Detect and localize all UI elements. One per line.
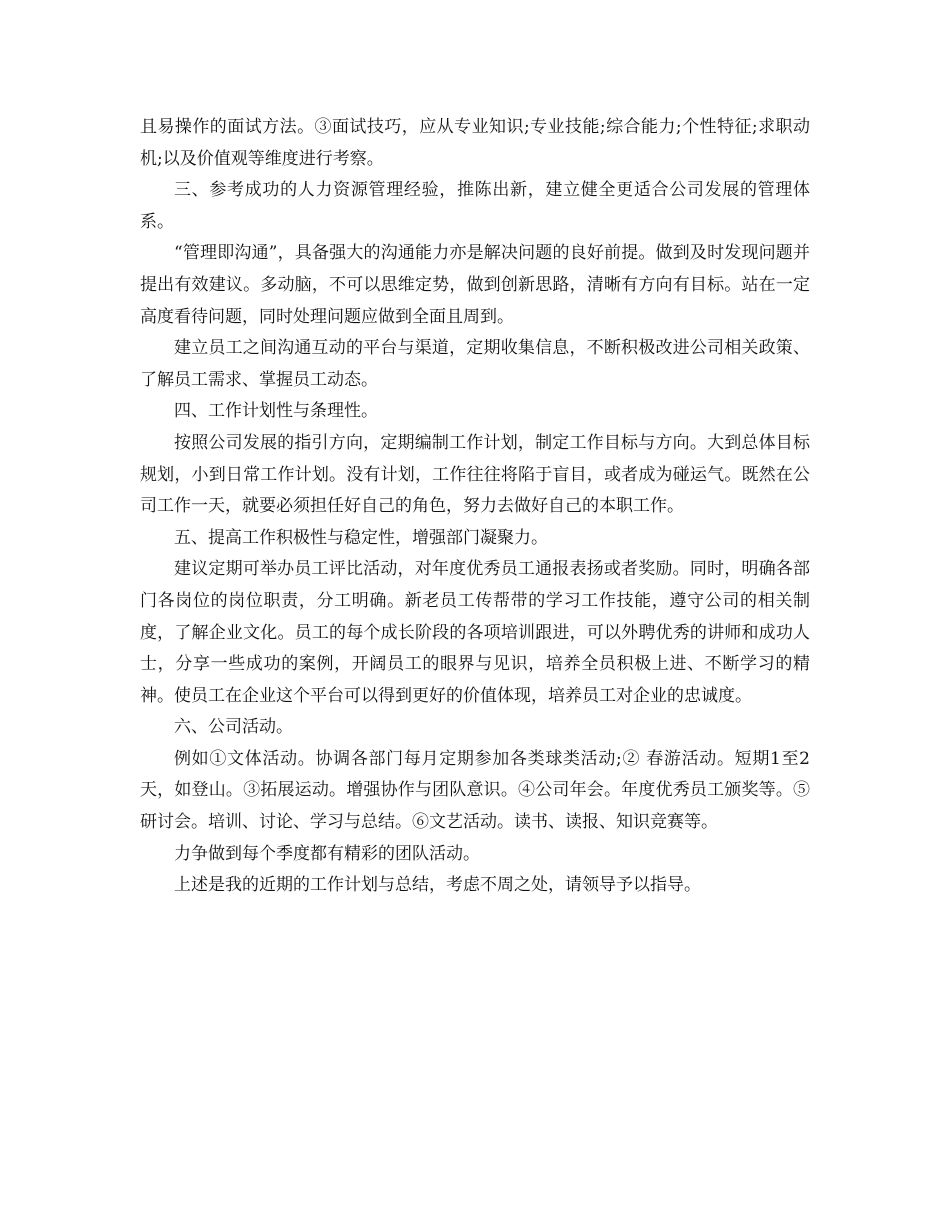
paragraph: 建议定期可举办员工评比活动，对年度优秀员工通报表扬或者奖励。同时，明确各部门各岗位的岗位职责，分工明确。新老员工传帮带的学习工作技能，遵守公司的相关制度，了解企业文化。员工的每个成长阶段的各项培训跟进，可以外聘优秀的讲师和成功人士，分享一些成功的案例，开阔员工的眼界与见识，培养全员积极上进、不断学习的精神。使员工在企业这个平台可以得到更好的价值体现，培养员工对企业的忠诚度。	[140, 559, 810, 706]
document-body	[140, 112, 810, 902]
paragraph: 力争做到每个季度都有精彩的团队活动。	[174, 843, 480, 864]
closing-paragraph: 上述是我的近期的工作计划与总结，考虑不周之处，请领导予以指导。	[174, 875, 701, 896]
paragraph: “管理即沟通”，具备强大的沟通能力亦是解决问题的良好前提。做到及时发现问题并提出有效建议。多动脑，不可以思维定势，做到创新思路，清晰有方向有目标。站在一定高度看待问题，同时处理问题应做到全面且周到。	[140, 243, 810, 327]
section-heading: 六、公司活动。	[174, 717, 293, 738]
paragraph: 例如①文体活动。协调各部门每月定期参加各类球类活动;② 春游活动。短期1至2天，如登山。③拓展运动。增强协作与团队意识。④公司年会。年度优秀员工颁奖等。⑤研讨会。培训、讨论、学习与总结。⑥文艺活动。读书、读报、知识竞赛等。	[140, 748, 810, 833]
paragraph: 建立员工之间沟通互动的平台与渠道，定期收集信息，不断积极改进公司相关政策、了解员工需求、掌握员工动态。	[140, 338, 810, 390]
section-heading: 四、工作计划性与条理性。	[174, 401, 378, 422]
paragraph: 按照公司发展的指引方向，定期编制工作计划，制定工作目标与方向。大到总体目标规划，小到日常工作计划。没有计划，工作往往将陷于盲目，或者成为碰运气。既然在公司工作一天，就要必须担任好自己的角色，努力去做好自己的本职工作。	[140, 432, 810, 517]
section-heading: 五、提高工作积极性与稳定性，增强部门凝聚力。	[174, 527, 548, 548]
paragraph: 且易操作的面试方法。③面试技巧，应从专业知识;专业技能;综合能力;个性特征;求职动机;以及价值观等维度进行考察。	[140, 117, 810, 169]
paragraph: 三、参考成功的人力资源管理经验，推陈出新，建立健全更适合公司发展的管理体系。	[140, 180, 810, 232]
